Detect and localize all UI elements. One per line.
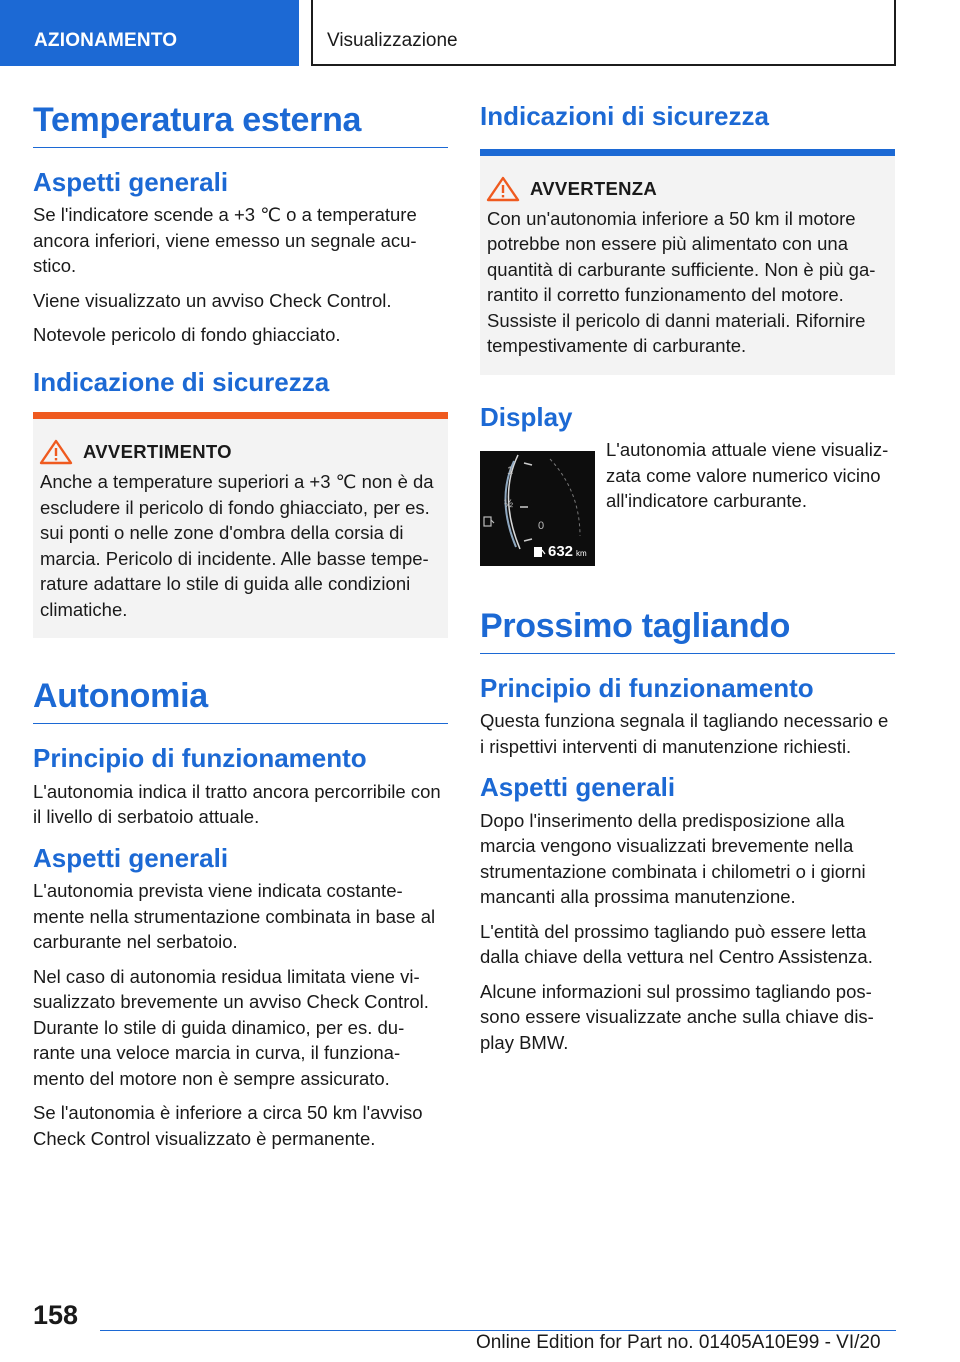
- paragraph: Notevole pericolo di fondo ghiacciato.: [33, 324, 341, 346]
- fuel-pump-icon: [534, 547, 545, 557]
- fuel-pump-icon: [484, 517, 494, 526]
- paragraph: L'autonomia prevista viene indicata costante‐ mente nella strumentazione combinata in base al carburante nel serbatoio.: [33, 880, 436, 953]
- page-number: 158: [33, 1300, 79, 1330]
- warning-text: Anche a temperature superiori a +3 ℃ non è da escludere il pericolo di fondo ghiacciato, per es. sui ponti o nelle zone d'ombra della corsia di marcia. Pericolo di incidente. Alle basse tempe‐ rature adattare lo stile di guida alle condizioni climatiche.: [40, 471, 434, 620]
- range-value: 632: [548, 543, 574, 560]
- subheading-principle: Principio di funzionamento: [33, 743, 367, 774]
- paragraph: Se l'indicatore scende a +3 ℃ o a temperature ancora inferiori, viene emesso un segnale acu‐ stico.: [33, 204, 417, 277]
- paragraph: Viene visualizzato un avviso Check Control.: [33, 289, 392, 311]
- subheading-general: Aspetti generali: [33, 166, 229, 197]
- notice-text: Con un'autonomia inferiore a 50 km il motore potrebbe non essere più alimentato con una quantità di carburante sufficiente. Non è più ga‐ rantito il corretto funzionamento del motore. Sussiste il pericolo di danni materiali. Rifornire tempestivamente di carburante.: [487, 207, 876, 356]
- fuel-gauge-graphic: [480, 451, 595, 566]
- footer-divider: [100, 1330, 896, 1331]
- subheading-safety-notes: Indicazioni di sicurezza: [480, 101, 769, 131]
- paragraph: Se l'autonomia è inferiore a circa 50 km l'avviso Check Control visualizzato è permanente.: [33, 1102, 423, 1149]
- warning-label: AVVERTIMENTO: [83, 441, 232, 463]
- subheading-display: Display: [480, 401, 573, 432]
- footer-edition: Online Edition for Part no. 01405A10E99 - VI/20: [476, 1332, 881, 1353]
- subheading-general: Aspetti generali: [33, 842, 229, 873]
- subheading-principle: Principio di funzionamento: [480, 672, 814, 703]
- paragraph: Dopo l'inserimento della predisposizione alla marcia vengono visualizzati brevemente nella strumentazione combinata i chilometri o i giorni mancanti alla prossima manutenzione.: [480, 809, 866, 908]
- range-unit: km: [576, 549, 587, 558]
- paragraph: L'autonomia indica il tratto ancora percorribile con il livello di serbatoio attuale.: [33, 780, 441, 828]
- fuel-gauge-image: [480, 451, 595, 566]
- warning-triangle-icon: [485, 176, 521, 202]
- display-description: L'autonomia attuale viene visualiz‐ zata come valore numerico vicino all'indicatore carburante.: [606, 439, 889, 511]
- heading-outside-temperature: Temperatura esterna: [33, 100, 448, 148]
- header-section-tab: AZIONAMENTO: [0, 0, 299, 66]
- heading-range: Autonomia: [33, 676, 448, 724]
- notice-box: [480, 149, 895, 375]
- paragraph: Nel caso di autonomia residua limitata viene vi‐ sualizzato brevemente un avviso Check Control. Durante lo stile di guida dinamico, per es. du‐ rante una veloce marcia in curva, il funziona‐ mento del motore non è sempre assicurato.: [33, 965, 429, 1089]
- paragraph: L'entità del prossimo tagliando può essere letta dalla chiave della vettura nel Centro Assistenza.: [480, 920, 873, 968]
- notice-header: [487, 176, 887, 202]
- heading-next-service: Prossimo tagliando: [480, 606, 895, 654]
- subheading-safety: Indicazione di sicurezza: [33, 366, 330, 397]
- gauge-tick-empty: 0: [538, 520, 545, 532]
- left-column: [33, 100, 448, 1160]
- paragraph: Alcune informazioni sul prossimo tagliando pos‐ sono essere visualizzate anche sulla chiave dis‐ play BMW.: [480, 980, 874, 1053]
- subheading-general: Aspetti generali: [480, 772, 676, 803]
- paragraph: Questa funziona segnala il tagliando necessario e i rispettivi interventi di manutenzione richiesti.: [480, 710, 889, 757]
- gauge-tick-full: 1: [507, 465, 514, 477]
- warning-box: [33, 412, 448, 638]
- display-row: [480, 437, 895, 566]
- header-page-title: Visualizzazione: [311, 0, 896, 66]
- right-column: [480, 100, 895, 1064]
- warning-triangle-icon: [38, 439, 74, 465]
- warning-header: [40, 439, 440, 465]
- gauge-tick-half: ½: [504, 498, 514, 510]
- notice-label: AVVERTENZA: [530, 177, 658, 199]
